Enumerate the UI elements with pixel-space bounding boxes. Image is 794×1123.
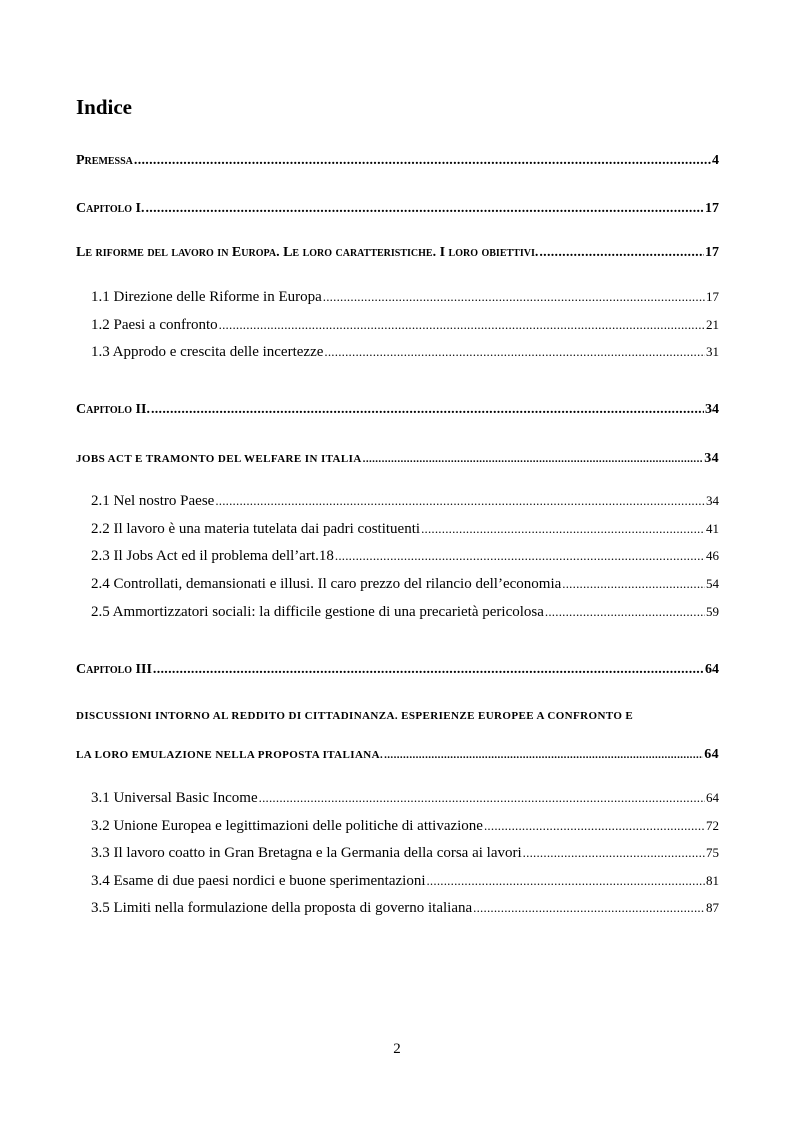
toc-entry-3-2[interactable] [91, 818, 719, 835]
toc-entry-2-3[interactable] [91, 548, 719, 565]
toc-entry-label: 3.3 Il lavoro coatto in Gran Bretagna e la Germania della corsa ai lavori [91, 845, 522, 861]
toc-entry-page: 34 [704, 451, 719, 466]
leader-dots [473, 900, 705, 916]
toc-entry-page: 87 [706, 900, 719, 915]
toc-entry-1-2[interactable] [91, 317, 719, 334]
leader-dots [215, 493, 705, 509]
toc-entry-label: 1.3 Approdo e crescita delle incertezze [91, 344, 324, 360]
toc-entry-page: 46 [706, 548, 719, 563]
toc-entry-capitolo-1-title[interactable] [76, 245, 719, 261]
leader-dots [219, 317, 705, 333]
toc-entry-2-4[interactable] [91, 576, 719, 593]
toc-entry-label: Capitolo II. [76, 402, 150, 417]
toc-entry-label: 1.1 Direzione delle Riforme in Europa [91, 289, 322, 305]
toc-entry-capitolo-2[interactable] [76, 402, 719, 418]
toc-entry-label: 2.4 Controllati, demansionati e illusi. Il caro prezzo del rilancio dell’economia [91, 576, 562, 592]
toc-entry-page: 75 [706, 845, 719, 860]
toc-entry-page: 64 [704, 747, 719, 762]
leader-dots [539, 245, 704, 261]
toc-entry-label: 3.5 Limiti nella formulazione della proposta di governo italiana [91, 900, 473, 916]
leader-dots [259, 790, 705, 806]
toc-entry-label: 2.2 Il lavoro è una materia tutelata dai padri costituenti [91, 521, 421, 537]
toc-entry-label: 2.5 Ammortizzatori sociali: la difficile gestione di una precarietà pericolosa [91, 604, 544, 620]
toc-entry-2-5[interactable] [91, 604, 719, 621]
toc-entry-3-1[interactable] [91, 790, 719, 807]
toc-entry-capitolo-2-title[interactable] [76, 451, 719, 467]
leader-dots [324, 344, 705, 360]
toc-entry-3-4[interactable] [91, 873, 719, 890]
toc-entry-label: 1.2 Paesi a confronto [91, 317, 218, 333]
toc-entry-label: Capitolo I. [76, 201, 145, 216]
toc-entry-page: 34 [706, 493, 719, 508]
toc-entry-page: 72 [706, 818, 719, 833]
toc-entry-label: LA LORO EMULAZIONE NELLA PROPOSTA ITALIANA. [76, 749, 384, 761]
toc-entry-page: 41 [706, 521, 719, 536]
page-title: Indice [76, 95, 133, 119]
leader-dots [545, 604, 705, 620]
toc-entry-label: JOBS ACT E TRAMONTO DEL WELFARE IN ITALIA [76, 453, 362, 465]
leader-dots [384, 749, 703, 761]
toc-entry-label: Capitolo III [76, 662, 152, 677]
toc-entry-1-1[interactable] [91, 289, 719, 306]
leader-dots [426, 873, 705, 889]
toc-entry-label: 2.1 Nel nostro Paese [91, 493, 215, 509]
toc-entry-1-3[interactable] [91, 344, 719, 361]
toc-entry-page: 17 [705, 245, 719, 260]
leader-dots [134, 153, 711, 169]
page-number: 2 [393, 1041, 401, 1057]
toc-entry-label: 3.2 Unione Europea e legittimazioni delle politiche di attivazione [91, 818, 483, 834]
leader-dots [484, 818, 705, 834]
toc-entry-page: 17 [706, 289, 719, 304]
toc-entry-capitolo-3[interactable] [76, 662, 719, 678]
toc-entry-page: 54 [706, 576, 719, 591]
toc-entry-page: 4 [712, 153, 719, 168]
leader-dots [562, 576, 705, 592]
toc-entry-page: 64 [706, 790, 719, 805]
leader-dots [323, 289, 705, 305]
leader-dots [153, 662, 704, 678]
toc-entry-label: 3.1 Universal Basic Income [91, 790, 258, 806]
toc-entry-2-1[interactable] [91, 493, 719, 510]
toc-entry-label: Le riforme del lavoro in Europa. Le loro caratteristiche. I loro obiettivi. [76, 245, 539, 260]
toc-entry-page: 34 [705, 402, 719, 417]
toc-entry-label: 3.4 Esame di due paesi nordici e buone sperimentazioni [91, 873, 426, 889]
leader-dots [151, 402, 704, 418]
leader-dots [523, 845, 705, 861]
toc-entry-3-3[interactable] [91, 845, 719, 862]
toc-entry-2-2[interactable] [91, 521, 719, 538]
toc-entry-capitolo-3-title[interactable] [76, 747, 719, 763]
toc-entry-page: 31 [706, 344, 719, 359]
toc-entry-page: 21 [706, 317, 719, 332]
toc-entry-3-5[interactable] [91, 900, 719, 917]
leader-dots [421, 521, 705, 537]
leader-dots [363, 453, 704, 465]
toc-entry-label: 2.3 Il Jobs Act ed il problema dell’art.18 [91, 548, 334, 564]
toc-entry-page: 81 [706, 873, 719, 888]
leader-dots [146, 201, 705, 217]
toc-entry-page: 17 [705, 201, 719, 216]
toc-entry-label: Premessa [76, 153, 133, 168]
toc-entry-premessa[interactable] [76, 153, 719, 169]
leader-dots [335, 548, 705, 564]
toc-entry-page: 64 [705, 662, 719, 677]
toc-entry-capitolo-1[interactable] [76, 201, 719, 217]
toc-entry-page: 59 [706, 604, 719, 619]
toc-entry-capitolo-3-title-line1: DISCUSSIONI INTORNO AL REDDITO DI CITTADINANZA. ESPERIENZE EUROPEE A CONFRONTO E [76, 710, 634, 722]
